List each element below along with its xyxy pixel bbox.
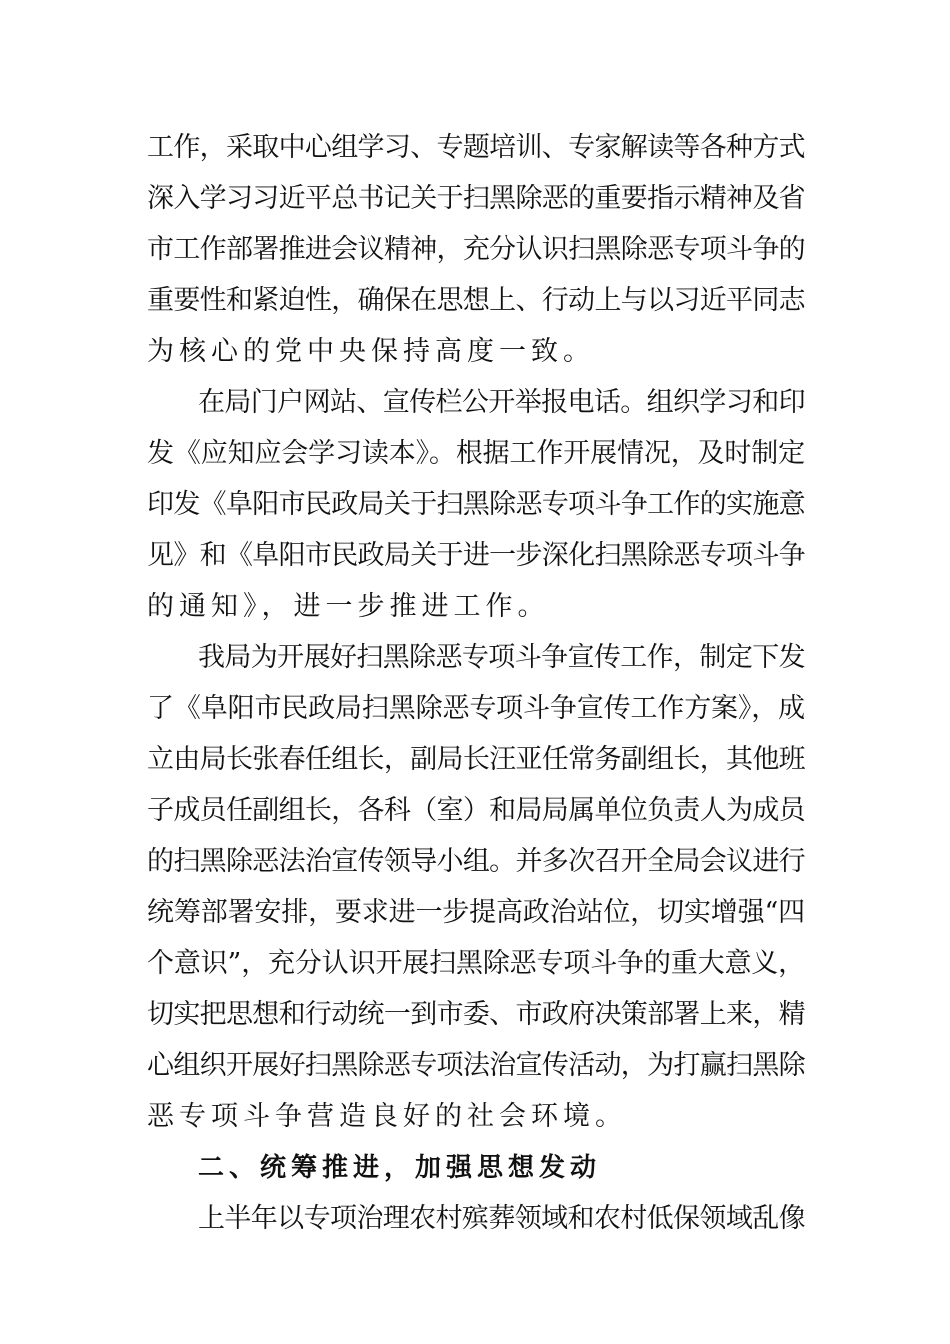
paragraph-line: 在局门户网站、宣传栏公开举报电话。组织学习和印 — [198, 387, 805, 418]
paragraph-line: 了《阜阳市民政局扫黑除恶专项斗争宣传工作方案》，成 — [147, 693, 805, 724]
section-heading: 二、统筹推进，加强思想发动 — [198, 1153, 602, 1183]
paragraph-line: 的通知》，进一步推进工作。 — [147, 591, 550, 622]
paragraph-line: 统筹部署安排，要求进一步提高政治站位，切实增强“四 — [147, 897, 805, 928]
paragraph-line: 恶专项斗争营造良好的社会环境。 — [147, 1101, 627, 1132]
paragraph-line: 个意识”，充分认识开展扫黑除恶专项斗争的重大意义， — [147, 948, 805, 979]
paragraph-line: 重要性和紧迫性，确保在思想上、行动上与以习近平同志 — [147, 285, 805, 316]
paragraph-line: 我局为开展好扫黑除恶专项斗争宣传工作，制定下发 — [198, 642, 805, 673]
paragraph-line: 深入学习习近平总书记关于扫黑除恶的重要指示精神及省 — [147, 183, 805, 214]
paragraph-line: 切实把思想和行动统一到市委、市政府决策部署上来，精 — [147, 999, 805, 1030]
paragraph-line: 立由局长张春任组长，副局长汪亚任常务副组长，其他班 — [147, 744, 805, 775]
paragraph-line: 子成员任副组长，各科（室）和局局属单位负责人为成员 — [147, 795, 805, 826]
paragraph-line: 为核心的党中央保持高度一致。 — [147, 336, 595, 367]
paragraph-line: 见》和《阜阳市民政局关于进一步深化扫黑除恶专项斗争 — [147, 540, 805, 571]
paragraph-line: 市工作部署推进会议精神，充分认识扫黑除恶专项斗争的 — [147, 234, 805, 265]
paragraph-line: 印发《阜阳市民政局关于扫黑除恶专项斗争工作的实施意 — [147, 489, 805, 520]
paragraph-line: 的扫黑除恶法治宣传领导小组。并多次召开全局会议进行 — [147, 846, 805, 877]
paragraph-line: 心组织开展好扫黑除恶专项法治宣传活动，为打赢扫黑除 — [147, 1050, 805, 1081]
paragraph-line: 工作，采取中心组学习、专题培训、专家解读等各种方式 — [147, 132, 805, 163]
paragraph-line: 上半年以专项治理农村殡葬领域和农村低保领域乱像 — [198, 1203, 805, 1234]
paragraph-line: 发《应知应会学习读本》。根据工作开展情况，及时制定 — [147, 438, 805, 469]
